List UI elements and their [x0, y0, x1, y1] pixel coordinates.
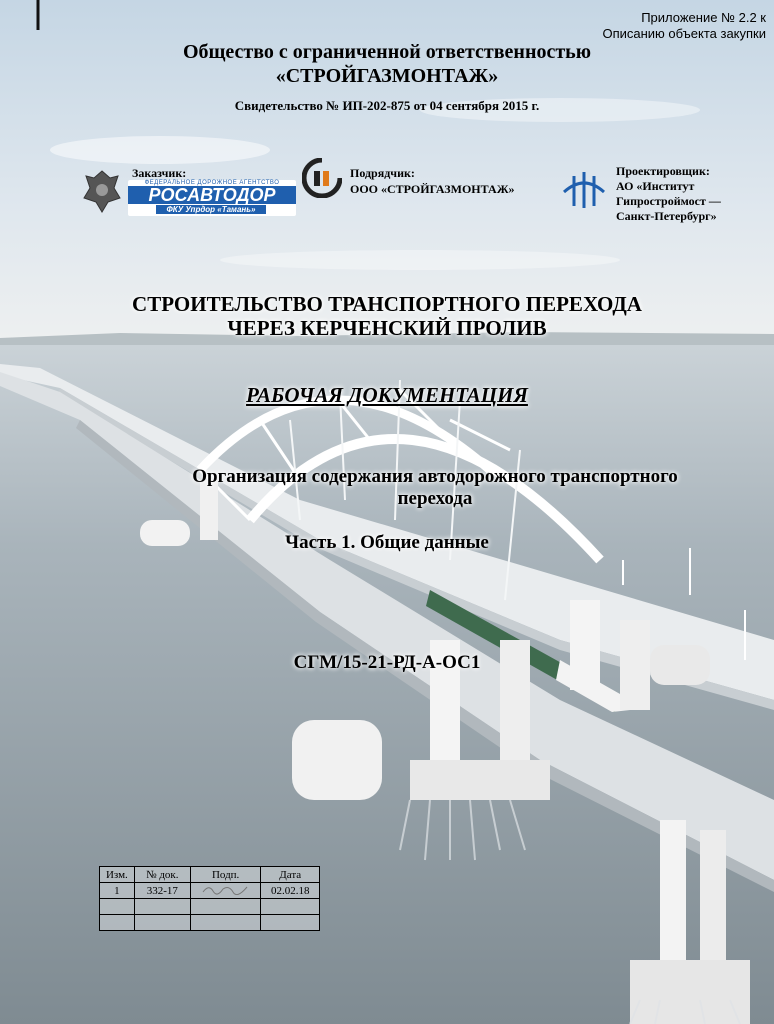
contractor-name: ООО «СТРОЙГАЗМОНТАЖ»	[350, 182, 515, 196]
logo-upravlenie-text: ФКУ Упрдор «Тамань»	[156, 205, 266, 214]
revision-date-cell: 02.02.18	[261, 883, 320, 899]
table-row	[100, 915, 320, 931]
annex-line-1: Приложение № 2.2 к	[641, 10, 766, 25]
designer-line-2: Гипростроймост —	[616, 194, 721, 208]
revision-doc-number-cell	[134, 899, 190, 915]
revision-change-cell	[100, 915, 135, 931]
revision-signature-cell	[190, 915, 261, 931]
table-row	[100, 883, 320, 899]
giprostroymost-logo-icon	[560, 170, 608, 210]
revision-signature-cell	[190, 883, 261, 899]
revision-table-header	[100, 867, 320, 883]
designer-line-1: АО «Институт	[616, 179, 695, 193]
organization-type: Общество с ограниченной ответственностью	[182, 41, 592, 63]
project-title	[0, 292, 774, 340]
revision-change-cell: 1	[100, 883, 135, 899]
customer-block	[80, 166, 295, 216]
revision-doc-number-cell: 332-17	[134, 883, 190, 899]
annex-note	[446, 10, 766, 42]
logo-agency-text: ФЕДЕРАЛЬНОЕ ДОРОЖНОЕ АГЕНТСТВО	[144, 180, 280, 186]
document-title	[100, 466, 770, 510]
designer-label: Проектировщик:	[616, 164, 710, 178]
revision-signature-cell	[190, 899, 261, 915]
contractor-block	[302, 158, 552, 208]
designer-block	[560, 164, 765, 234]
handwritten-signature	[201, 883, 251, 895]
revision-date-cell	[261, 899, 320, 915]
document-part: Часть 1. Общие данные	[285, 532, 489, 553]
annex-line-2: Описанию объекта закупки	[602, 26, 766, 41]
revision-table	[99, 866, 320, 931]
project-title-line-2: ЧЕРЕЗ КЕРЧЕНСКИЙ ПРОЛИВ	[227, 316, 547, 340]
coat-of-arms-icon	[80, 168, 124, 214]
revision-col-change: Изм.	[100, 867, 135, 883]
document-code: СГМ/15-21-РД-А-ОС1	[293, 652, 481, 673]
stroygazmontazh-logo-icon	[302, 158, 342, 198]
designer-line-3: Санкт-Петербург»	[616, 209, 717, 223]
project-title-line-1: СТРОИТЕЛЬСТВО ТРАНСПОРТНОГО ПЕРЕХОДА	[132, 292, 642, 316]
revision-col-signature: Подп.	[190, 867, 261, 883]
document-title-line-1: Организация содержания автодорожного транспортного	[192, 466, 678, 487]
revision-date-cell	[261, 915, 320, 931]
revision-col-doc-number: № док.	[134, 867, 190, 883]
document-type: РАБОЧАЯ ДОКУМЕНТАЦИЯ	[246, 383, 528, 407]
customer-label: Заказчик:	[132, 166, 187, 180]
table-row	[100, 899, 320, 915]
organization-name: «СТРОЙГАЗМОНТАЖ»	[275, 65, 499, 87]
logo-rosavtodor-text: РОСАВТОДОР	[128, 186, 296, 204]
revision-doc-number-cell	[134, 915, 190, 931]
contractor-label: Подрядчик:	[350, 166, 415, 180]
revision-change-cell	[100, 899, 135, 915]
document-title-line-2: перехода	[397, 488, 473, 509]
revision-col-date: Дата	[261, 867, 320, 883]
organization-header	[0, 40, 774, 88]
certificate-line: Свидетельство № ИП-202-875 от 04 сентября 2015 г.	[234, 98, 540, 113]
rosavtodor-logo	[128, 180, 296, 216]
